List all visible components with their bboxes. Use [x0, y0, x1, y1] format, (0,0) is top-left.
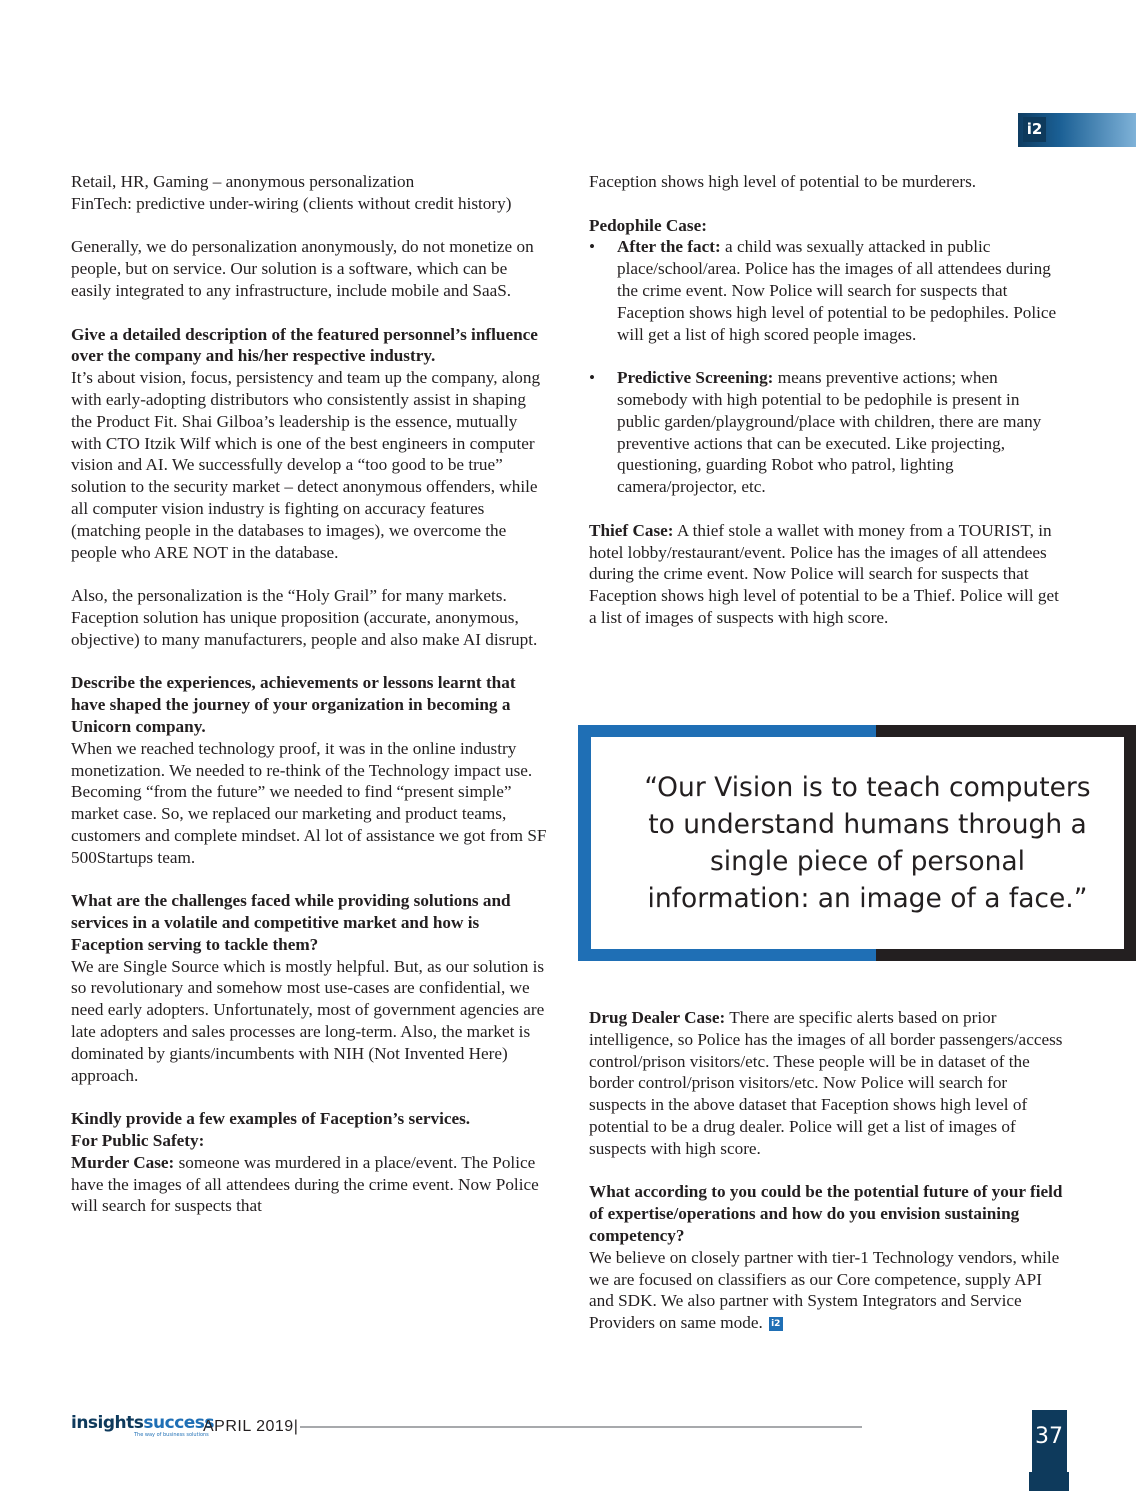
- question-block-3: [71, 890, 549, 1086]
- question-heading: What according to you could be the potential future of your field of expertise/operations and how do you envision sustaining competency?: [589, 1182, 1063, 1245]
- question-heading: What are the challenges faced while providing solutions and services in a volatile and competitive market and how is Faception serving to tackle them?: [71, 891, 511, 954]
- intro-line-1: Retail, HR, Gaming – anonymous personalization: [71, 172, 415, 191]
- magazine-logo-icon: i2: [1023, 117, 1046, 142]
- pedophile-case-list: [589, 236, 1064, 498]
- question-heading-line-2: For Public Safety:: [71, 1131, 205, 1151]
- case-text: There are specific alerts based on prior intelligence, so Police has the images of all border passengers/access control/prison visitors/etc. These people will be in dataset of the border control/prison visitors/etc. Now Police will search for suspects in the above dataset that Faception shows high level of potential to be a drug dealer. Police will get a list of images of suspects with high score.: [589, 1008, 1063, 1158]
- brand-part-2: success: [143, 1413, 215, 1433]
- item-text: means preventive actions; when somebody with high potential to be pedophile is present in public garden/playground/place with children, there are many preventive actions that can be executed. Like projecting, questioning, guarding Robot who patrol, lighting camera/projector, etc.: [617, 368, 1042, 497]
- case-text: someone was murdered in a place/event. The Police have the images of all attendees during the crime event. Now Police will search for suspects that: [71, 1152, 539, 1216]
- question-heading: Give a detailed description of the featured personnel’s influence over the company and his/her respective industry.: [71, 324, 538, 366]
- right-column: [589, 171, 1064, 651]
- answer-paragraph: It’s about vision, focus, persistency and team up the company, along with early-adopting distributors who consistently assist in shaping the Product Fit. Shai Gilboa’s leadership is the essence, mutually with CTO Itzik Wilf which is one of the best engineers in computer vision and AI. We successfully develop a “too good to be true” solution to the security market – detect anonymous offenders, while all computer vision industry is fighting on accuracy features (matching people in the databases to images), we overcome the people who ARE NOT in the database.: [71, 368, 541, 562]
- answer-paragraph: [589, 1247, 1064, 1334]
- page-number-tab: [1029, 1410, 1069, 1491]
- murder-case-paragraph: [71, 1152, 549, 1217]
- case-text: A thief stole a wallet with money from a TOURIST, in hotel lobby/restaurant/event. Police has the images of all attendees during the crime event. Now Police will search for suspects that Faception shows high level of potential to be a Thief. Police will get a list of images of suspects with high score.: [589, 520, 1059, 627]
- case-label: Thief Case:: [589, 520, 674, 540]
- holy-grail-paragraph: Also, the personalization is the “Holy Grail” for many markets. Faception solution has unique proposition (accurate, anonymous, objective) to many manufacturers, people and also make AI disrupt.: [71, 586, 538, 649]
- answer-text: We believe on closely partner with tier-1 Technology vendors, while we are focused on classifiers as our Core competence, supply API and SDK. We also partner with System Integrators and Service Providers on same mode.: [589, 1247, 1060, 1333]
- page-tab-base: [1029, 1472, 1069, 1491]
- question-heading: Describe the experiences, achievements or lessons learnt that have shaped the journey of your organization in becoming a Unicorn company.: [71, 673, 516, 736]
- answer-paragraph: We are Single Source which is mostly helpful. But, as our solution is so revolutionary and somehow most use-cases are confidential, we need early adopters. Unfortunately, most of government agencies are late adopters and sales processes are long-term. Also, the market is dominated by giants/incumbents with NIH (Not Invented Here) approach.: [71, 956, 545, 1085]
- murder-case-continuation: Faception shows high level of potential to be murderers.: [589, 172, 977, 191]
- pedophile-case-heading: Pedophile Case:: [589, 215, 707, 235]
- bullet-icon: •: [589, 368, 596, 388]
- pull-quote-box: [578, 725, 1136, 961]
- left-column: [71, 171, 549, 1239]
- issue-date: APRIL 2019|: [203, 1418, 299, 1435]
- footer-divider: [300, 1426, 862, 1428]
- question-heading-line-1: Kindly provide a few examples of Faception’s services.: [71, 1109, 471, 1129]
- thief-case-paragraph: [589, 520, 1064, 629]
- item-label: After the fact:: [617, 237, 721, 257]
- case-label: Murder Case:: [71, 1152, 175, 1172]
- question-heading: [71, 1108, 549, 1152]
- right-column-lower: [589, 1007, 1064, 1356]
- question-block-2: [71, 672, 549, 868]
- list-item: [589, 236, 1064, 345]
- item-label: Predictive Screening:: [617, 368, 774, 388]
- personalization-paragraph: Generally, we do personalization anonymously, do not monetize on people, but on service. Our solution is a software, which can be easily integrated to any infrastructure, include mobile and SaaS.: [71, 237, 534, 300]
- bullet-icon: •: [589, 237, 596, 257]
- list-item: [589, 367, 1064, 498]
- item-text: a child was sexually attacked in public place/school/area. Police has the images of all attendees during the crime event. Now Police will search for suspects that Faception shows high level of potential to be pedophiles. Police will get a list of high scored people images.: [617, 237, 1057, 344]
- end-mark-icon: i2: [769, 1317, 783, 1331]
- drug-dealer-case-paragraph: [589, 1007, 1064, 1160]
- question-block-4: [71, 1108, 549, 1217]
- answer-paragraph: When we reached technology proof, it was in the online industry monetization. We needed to re-think of the Technology impact use. Becoming “from the future” we needed to find “present simple” market case. So, we replaced our marketing and product teams, customers and complete mindset. Al lot of assistance we got from SF 500Startups team.: [71, 738, 547, 867]
- brand-part-1: insights: [71, 1413, 144, 1433]
- page-number: 37: [1035, 1424, 1063, 1449]
- brand-tagline: The way of business solutions: [134, 1432, 209, 1438]
- header-tab: [1018, 113, 1136, 147]
- quote-panel: [591, 737, 1124, 949]
- intro-paragraph: [71, 171, 549, 215]
- pull-quote-text: “Our Vision is to teach computers to understand humans through a single piece of personal information: an image of a face.”: [644, 772, 1091, 914]
- question-block-1: [71, 324, 549, 564]
- intro-line-2: FinTech: predictive under-wiring (clients without credit history): [71, 193, 512, 213]
- case-label: Drug Dealer Case:: [589, 1008, 726, 1027]
